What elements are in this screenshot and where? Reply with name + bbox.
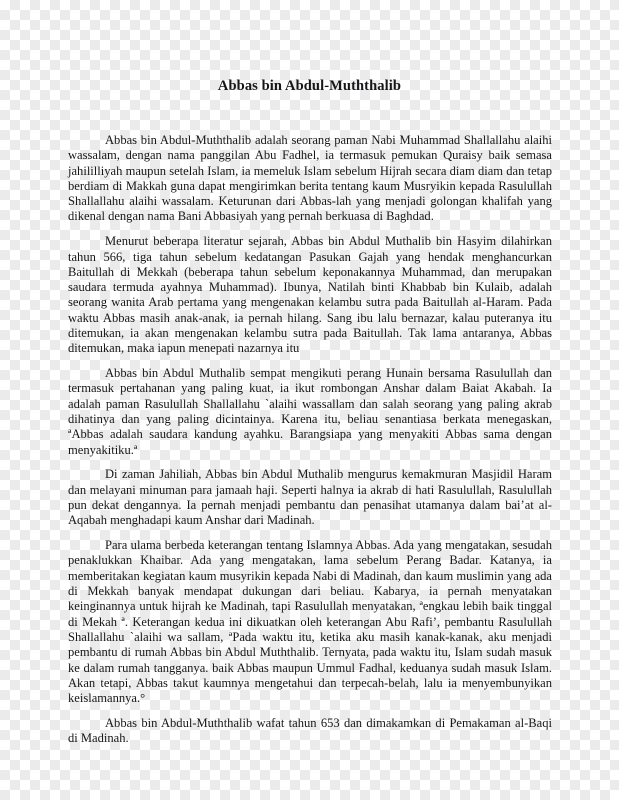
paragraph: Para ulama berbeda keterangan tentang Islamnya Abbas. Ada yang mengatakan, sesudah penaklukkan Khaibar. Ada yang mengatakan, lama sebelum Perang Badar. Katanya, ia memberitakan kegiatan kaum musyrikin kepada Nabi di Madinah, dan kaum muslimin yang ada di Mekkah banyak mendapat dukungan dari beliau. Kabarya, ia pernah menyatakan keinginannya untuk hijrah ke Madinah, tapi Rasulullah menyatakan, ªengkau lebih baik tinggal di Mekah ª. Keterangan kedua ini dikuatkan oleh keterangan Abu Rafi’, pembantu Rasulullah Shallallahu `alaihi wa sallam, ªPada waktu itu, ketika aku masih kanak-kanak, aku menjadi pembantu di rumah Abbas bin Abdul Muththalib. Ternyata, pada waktu itu, Islam sudah masuk ke dalam rumah tangganya. baik Abbas maupun Ummul Fadhal, keduanya sudah masuk Islam. Akan tetapi, Abbas takut kaumnya mengetahui dan terpecah-belah, lalu ia menyembunyikan keislamannya.°: [68, 538, 552, 706]
paragraph: Abbas bin Abdul Muthalib sempat mengikuti perang Hunain bersama Rasulullah dan termasuk pertahanan yang paling kuat, ia ikut rombongan Anshar dalam Baiat Akabah. Ia adalah paman Rasulullah Shallallahu `alaihi wassallam dan salah seorang yang paling akrab dihatinya dan yang paling dicintainya. Karena itu, beliau senantiasa berkata menegaskan, ªAbbas adalah saudara kandung ayahku. Barangsiapa yang menyakiti Abbas sama dengan menyakitiku.ª: [68, 366, 552, 457]
document-body: [68, 133, 552, 746]
paragraph: Di zaman Jahiliah, Abbas bin Abdul Muthalib mengurus kemakmuran Masjidil Haram dan melayani minuman para jamaah haji. Seperti halnya ia akrab di hati Rasulullah, Rasulullah pun dekat dengannya. Ia pernah menjadi pembantu dan penasihat utamanya dalam bai’at al-Aqabah menghadapi kaum Anshar dari Madinah.: [68, 467, 552, 528]
paragraph: Menurut beberapa literatur sejarah, Abbas bin Abdul Muthalib bin Hasyim dilahirkan tahun 566, tiga tahun sebelum kedatangan Pasukan Gajah yang hendak menghancurkan Baitullah di Mekkah (beberapa tahun sebelum keponakannya Muhammad, dan merupakan saudara termuda ayahnya Muhammad). Ibunya, Natilah binti Khabbab bin Kulaib, adalah seorang wanita Arab pertama yang mengenakan kelambu sutra pada Baitullah al-Haram. Pada waktu Abbas masih anak-anak, ia pernah hilang. Sang ibu lalu bernazar, kalau puteranya itu ditemukan, ia akan mengenakan kelambu sutra pada Baitullah. Tak lama antaranya, Abbas ditemukan, maka iapun menepati nazarnya itu: [68, 234, 552, 356]
page-title: Abbas bin Abdul-Muththalib: [217, 77, 402, 94]
paragraph: Abbas bin Abdul-Muththalib wafat tahun 653 dan dimakamkan di Pemakaman al-Baqi di Madinah.: [68, 715, 552, 746]
paragraph: Abbas bin Abdul-Muththalib adalah seorang paman Nabi Muhammad Shallallahu alaihi wassalam, dengan nama panggilan Abu Fadhel, ia termasuk pemukan Quraisy baik semasa jahililliyah maupun setelah Islam, ia memeluk Islam sebelum Hijrah secara diam diam dan tetap berdiam di Makkah guna dapat mengirimkan berita tentang kaum Musryikin kepada Rasulullah Shallallahu alaihi wassalam. Keturunan dari Abbas-lah yang menjadi golongan khalifah yang dikenal dengan nama Bani Abbasiyah yang pernah berkuasa di Baghdad.: [68, 133, 552, 224]
